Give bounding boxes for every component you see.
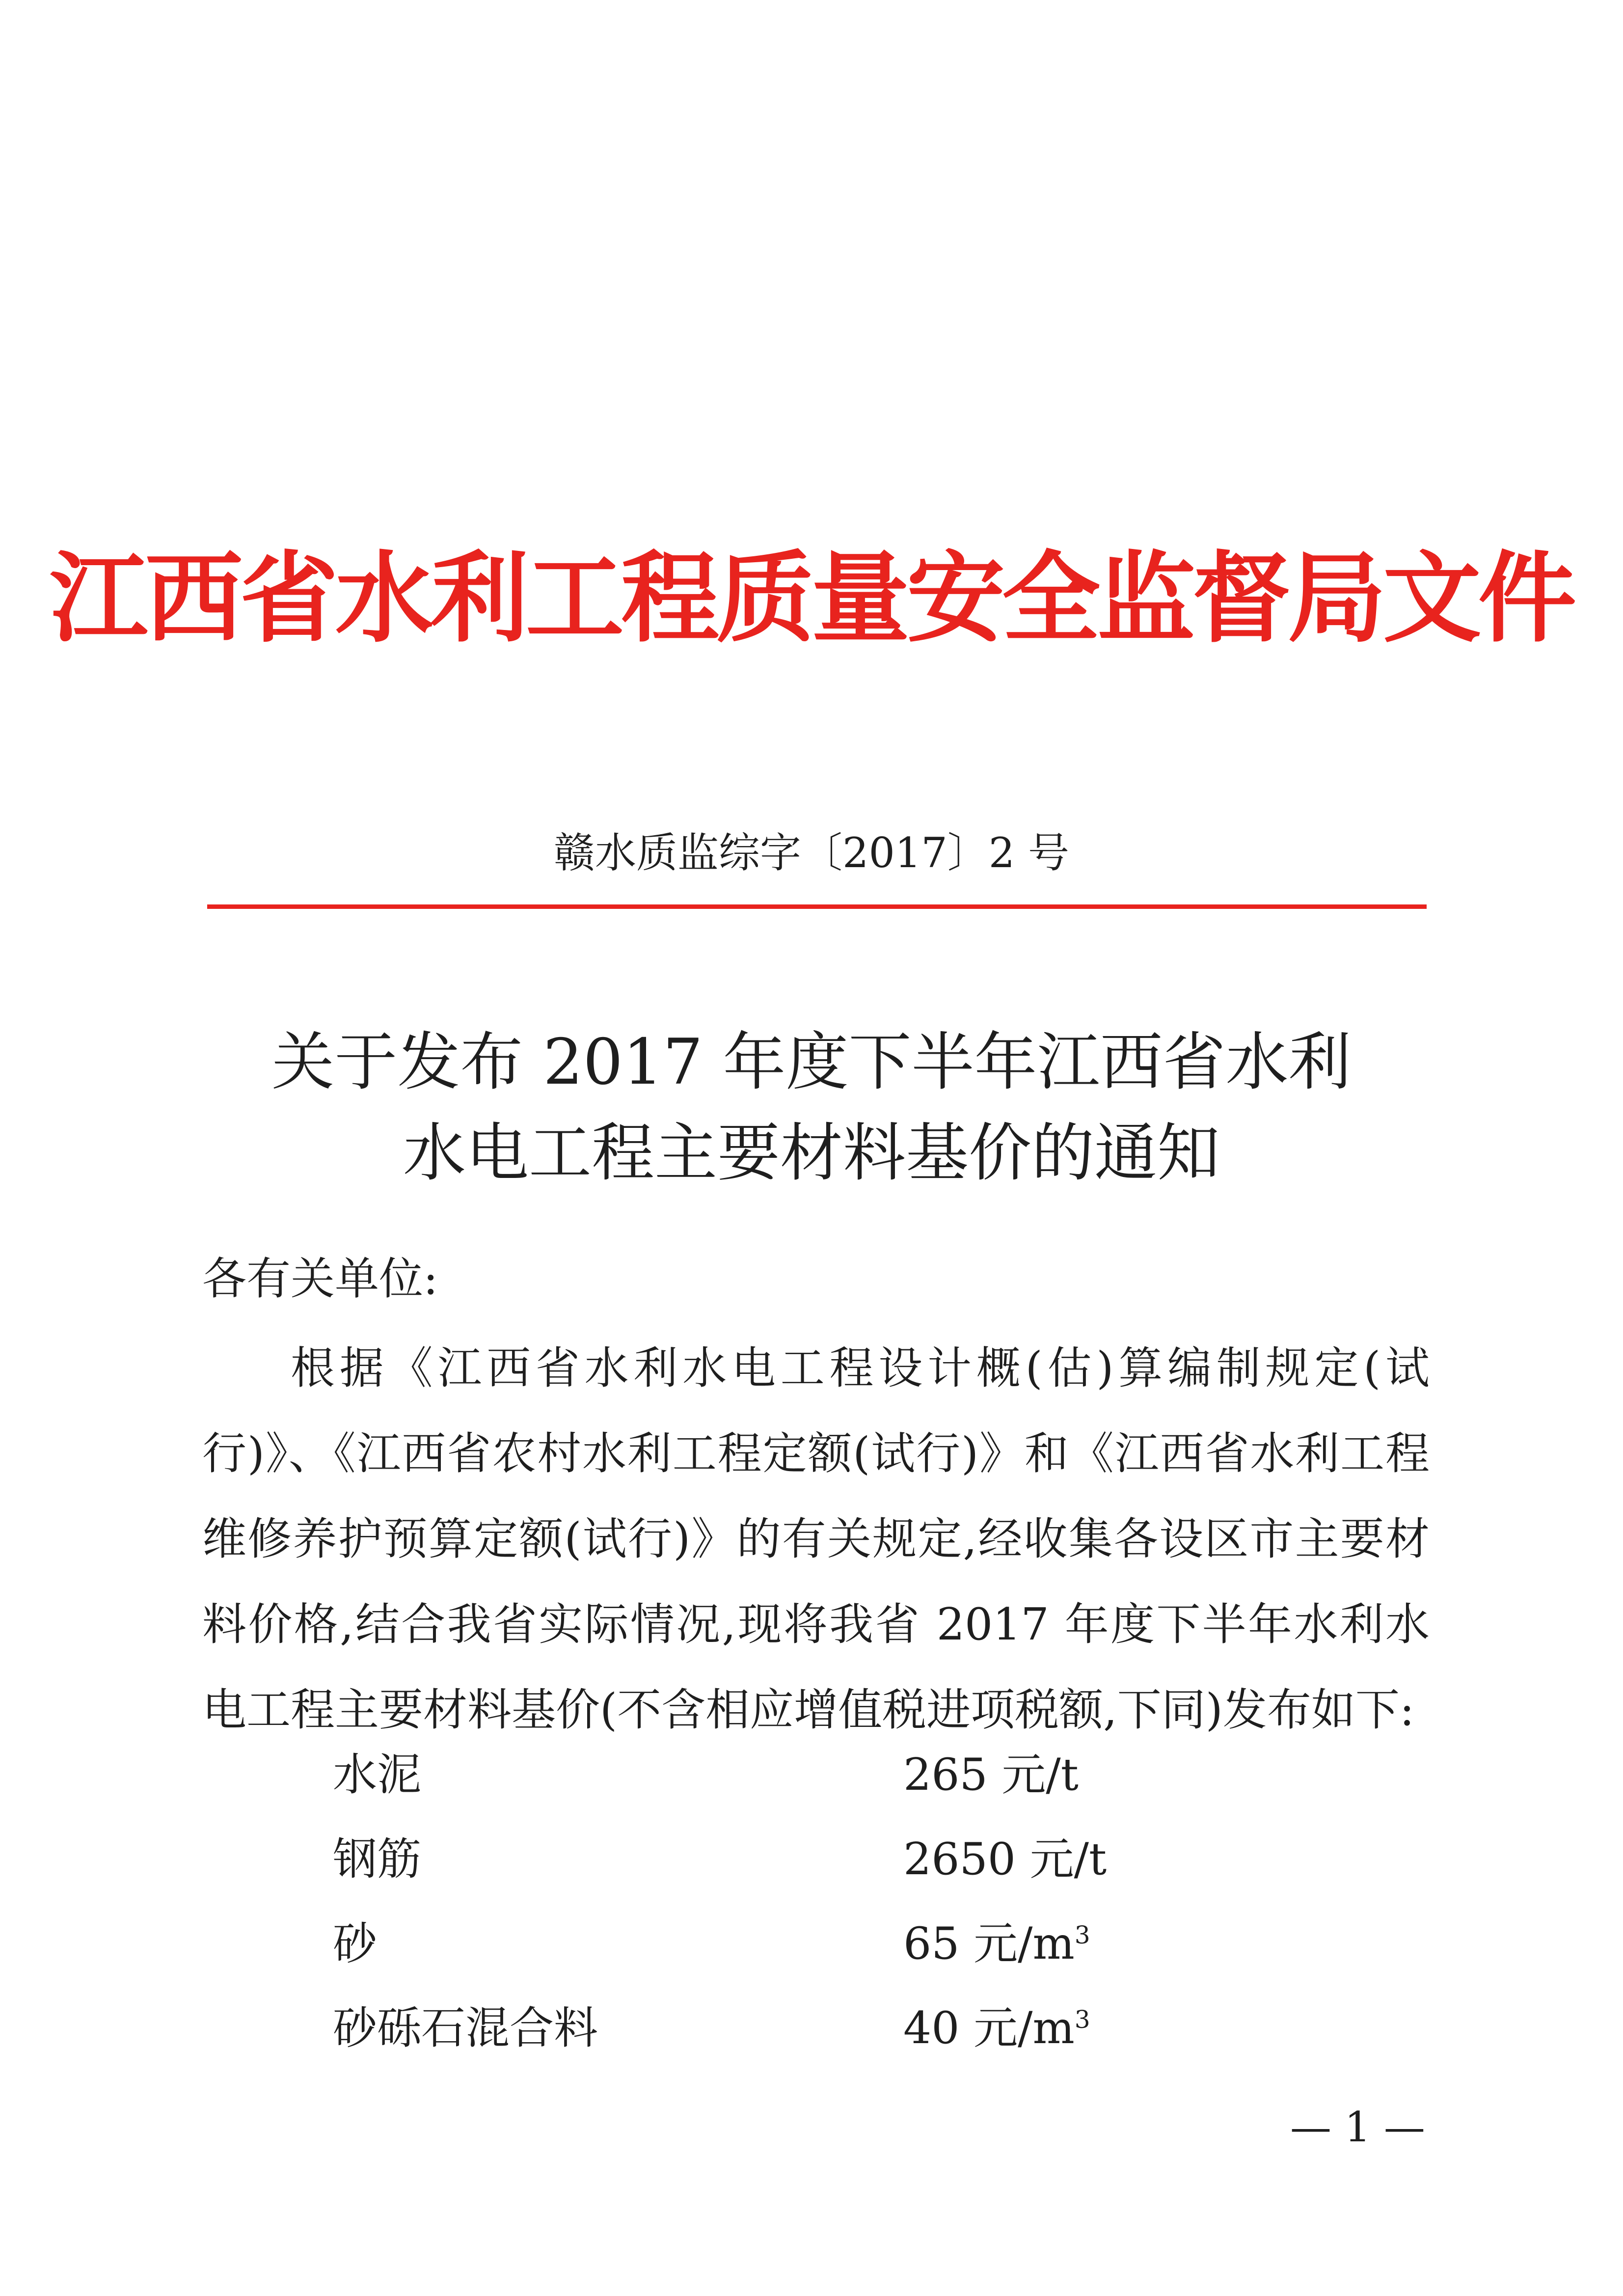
page-number: — 1 — bbox=[1290, 2103, 1425, 2151]
body-paragraph: 根据《江西省水利水电工程设计概(估)算编制规定(试行)》、《江西省农村水利工程定额(试行)》和《江西省水利工程维修养护预算定额(试行)》的有关规定,经收集各设区市主要材料价格,结合我省实际情况,现将我省 2017 年度下半年水利水电工程主要材料基价(不含相应增值税进项税额,下同)发布如下: bbox=[202, 1342, 1430, 1736]
price-item-name: 钢筋 bbox=[333, 1833, 421, 1885]
price-unit-text: 元/m bbox=[974, 2002, 1075, 2054]
document-number: 赣水质监综字〔2017〕2 号 bbox=[554, 829, 1069, 877]
price-item-name: 砂 bbox=[333, 1918, 377, 1969]
salutation: 各有关单位: bbox=[202, 1253, 438, 1305]
price-unit bbox=[974, 1918, 1090, 1969]
red-divider bbox=[207, 904, 1427, 909]
price-item-value bbox=[903, 1749, 1079, 1801]
notice-title-line-2: 水电工程主要材料基价的通知 bbox=[403, 1117, 1220, 1190]
price-unit-text: 元/m bbox=[974, 1918, 1075, 1969]
price-item-name: 砂砾石混合料 bbox=[333, 2002, 598, 2054]
price-row-gravel-mix bbox=[0, 2002, 1623, 2055]
price-amount: 65 bbox=[903, 1918, 960, 1969]
notice-title-line-1: 关于发布 2017 年度下半年江西省水利 bbox=[271, 1026, 1352, 1099]
price-row-rebar bbox=[0, 1833, 1623, 1886]
issuer-header: 江西省水利工程质量安全监督局文件 bbox=[49, 542, 1573, 656]
price-item-name: 水泥 bbox=[333, 1749, 421, 1801]
price-item-value bbox=[903, 1833, 1107, 1885]
price-unit bbox=[1030, 1833, 1107, 1885]
price-amount: 2650 bbox=[903, 1833, 1016, 1885]
price-unit bbox=[1001, 1749, 1079, 1801]
price-amount: 40 bbox=[903, 2002, 960, 2054]
price-unit-text: 元/t bbox=[1029, 1833, 1107, 1885]
price-item-value bbox=[903, 1918, 1090, 1969]
price-row-sand bbox=[0, 1918, 1623, 1971]
price-item-value bbox=[903, 2002, 1090, 2054]
price-unit-sup: 3 bbox=[1074, 2005, 1090, 2034]
price-unit bbox=[974, 2002, 1090, 2054]
price-amount: 265 bbox=[903, 1749, 988, 1801]
price-unit-text: 元/t bbox=[1001, 1749, 1079, 1801]
price-row-cement bbox=[0, 1749, 1623, 1802]
price-unit-sup: 3 bbox=[1074, 1921, 1090, 1949]
